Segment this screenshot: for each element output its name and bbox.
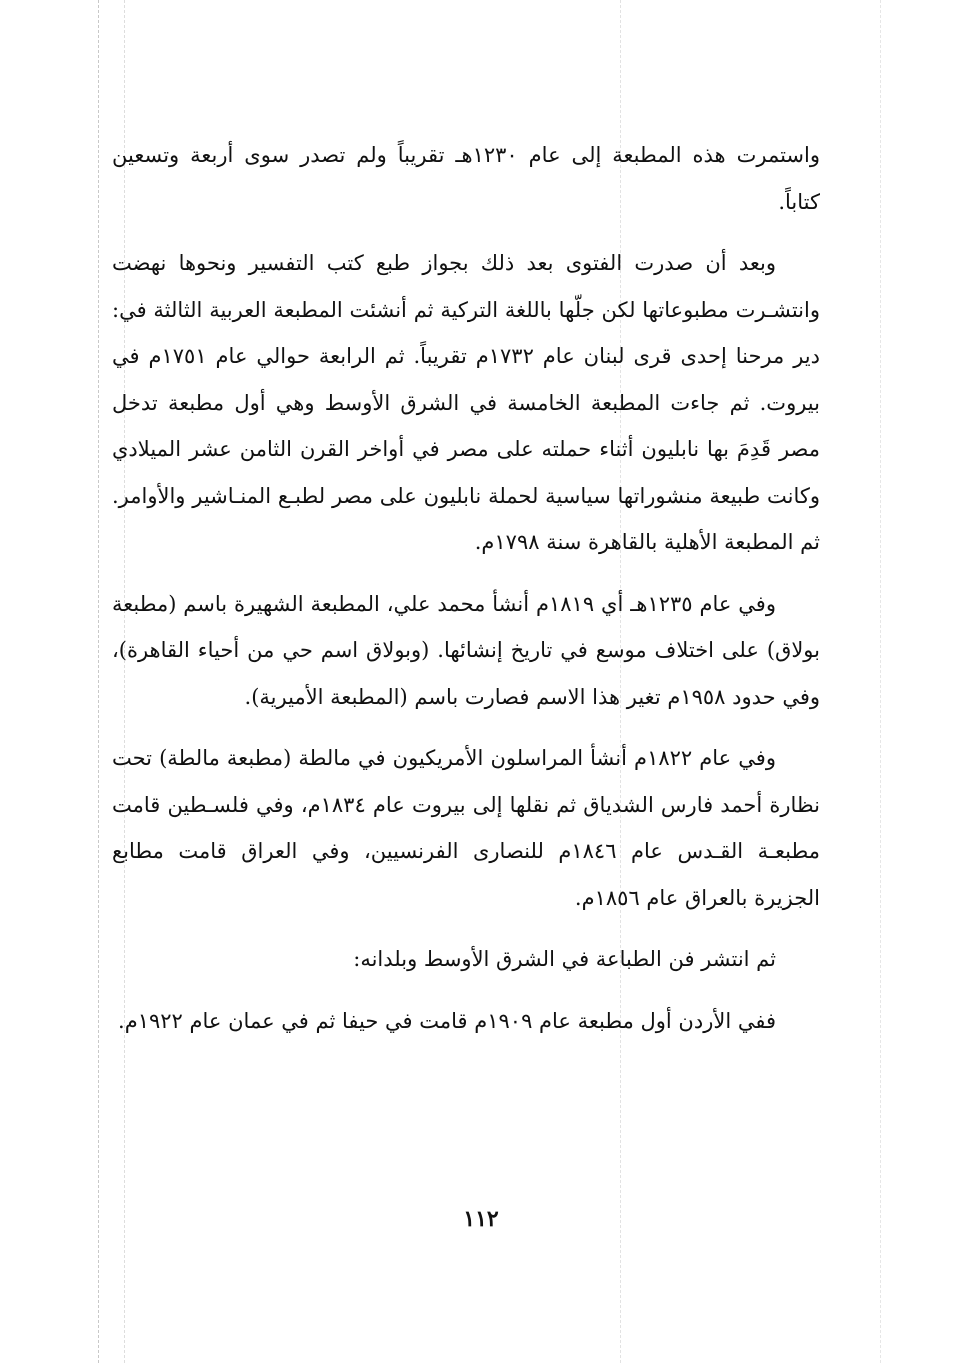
scan-artifact-line (98, 0, 99, 1363)
scan-artifact-line (880, 0, 881, 1363)
paragraph-jordan-press: ففي الأردن أول مطبعة عام ١٩٠٩م قامت في حيفا ثم في عمان عام ١٩٢٢م. (118, 1008, 776, 1033)
paragraph-press-continuation: واستمرت هذه المطبعة إلى عام ١٢٣٠هـ تقريباً ولم تصدر سوى أربعة وتسعين كتاباً. (112, 143, 820, 214)
body-text (112, 132, 820, 1059)
paragraph-malta-press: وفي عام ١٨٢٢م أنشأ المراسلون الأمريكيون في مالطة (مطبعة مالطة) تحت نظارة أحمد فارس الشدياق ثم نقلها إلى بيروت عام ١٨٣٤م، وفي فلسـطين قامت مطبعـة القـدس عام ١٨٤٦م للنصارى الفرنسيين، وفي العراق قامت مطابع الجزيرة بالعراق عام ١٨٥٦م. (112, 746, 820, 910)
paragraph-bulaq-press: وفي عام ١٢٣٥هـ أي ١٨١٩م أنشأ محمد علي، المطبعة الشهيرة باسم (مطبعة بولاق) على اختلاف موسع في تاريخ إنشائها. (وبولاق اسم حي من أحياء القاهرة)، وفي حدود ١٩٥٨م تغير هذا الاسم فصارت باسم (المطبعة الأميرية). (112, 591, 820, 709)
page-number: ١١٢ (463, 1206, 499, 1232)
paragraph-arabic-presses: وبعد أن صدرت الفتوى بعد ذلك بجواز طبع كتب التفسير ونحوها نهضت وانتشـرت مطبوعاتها لكن جلّها باللغة التركية ثم أنشئت المطبعة العربية الثالثة في: دير مرحنا إحدى قرى لبنان عام ١٧٣٢م تقريباً. ثم الرابعة حوالي عام ١٧٥١م في بيروت. ثم جاءت المطبعة الخامسة في الشرق الأوسط وهي أول مطبعة تدخل مصر قَدِمَ بها نابليون أثناء حملته على مصر في أواخر القرن الثامن عشر الميلادي وكانت طبيعة منشوراتها سياسية لحملة نابليون على مصر لطبـع المنـاشير والأوامر. ثم المطبعة الأهلية بالقاهرة سنة ١٧٩٨م. (112, 251, 820, 554)
paragraph-spread-of-printing: ثم انتشر فن الطباعة في الشرق الأوسط وبلدانه: (353, 947, 776, 971)
